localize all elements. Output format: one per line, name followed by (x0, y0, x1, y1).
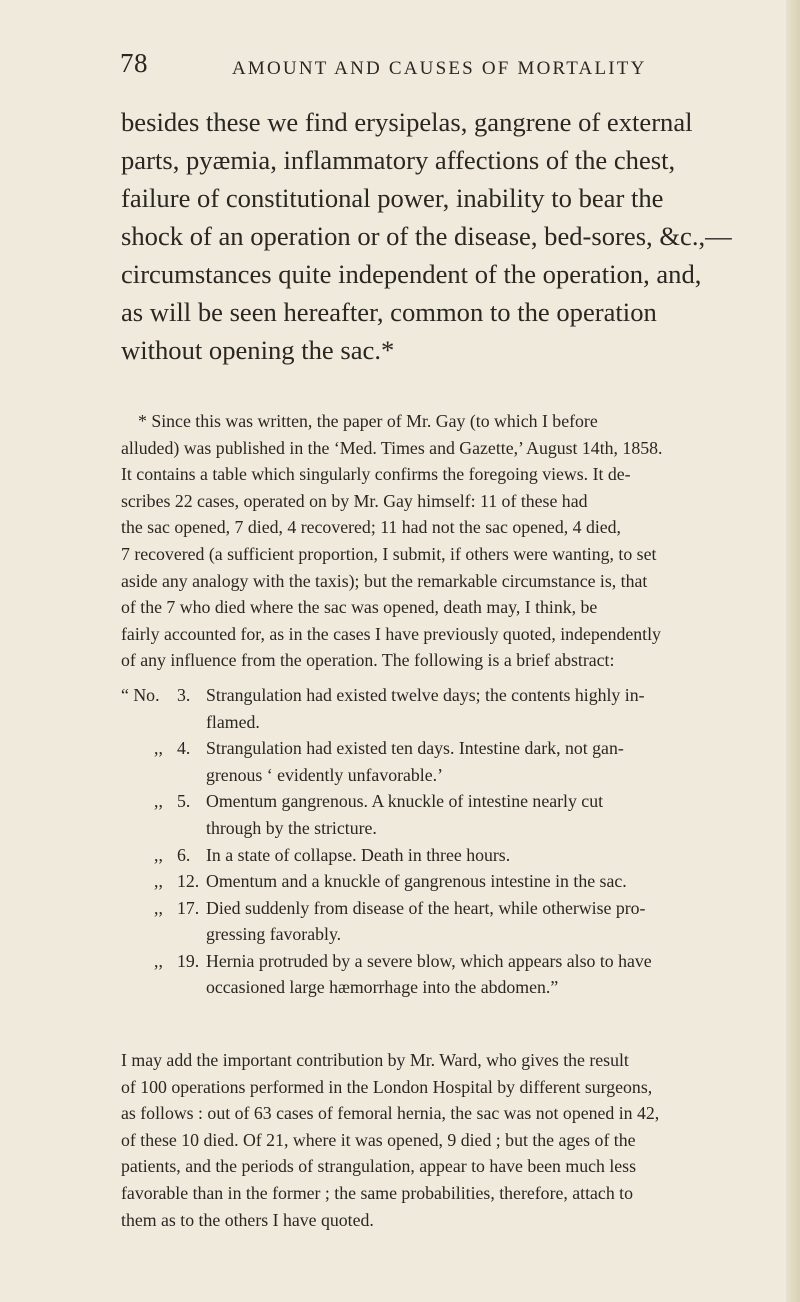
case-text: gressing favorably. (206, 924, 342, 945)
case-entry (121, 895, 786, 922)
closing-paragraph (121, 1047, 786, 1233)
footnote-line: scribes 22 cases, operated on by Mr. Gay himself: 11 of these had (121, 490, 588, 511)
case-marker: “ No. (121, 684, 160, 705)
case-number: 5. (177, 791, 191, 812)
case-text: through by the stricture. (206, 817, 377, 838)
case-entry (121, 842, 786, 869)
case-marker: ,, (154, 897, 163, 918)
footnote-line: of the 7 who died where the sac was opened, death may, I think, be (121, 597, 598, 618)
footnote-line: It contains a table which singularly confirms the foregoing views. It de- (121, 464, 631, 485)
case-text: Hernia protruded by a severe blow, which appears also to have (206, 950, 652, 971)
case-list (121, 682, 786, 1001)
closing-line: of these 10 died. Of 21, where it was opened, 9 died ; but the ages of the (121, 1129, 636, 1150)
case-text: flamed. (206, 711, 260, 732)
case-entry (121, 948, 786, 975)
case-text: Died suddenly from disease of the heart, while otherwise pro- (206, 897, 646, 918)
case-marker: ,, (154, 950, 163, 971)
case-marker: ,, (154, 791, 163, 812)
body-line: besides these we find erysipelas, gangrene of external (121, 107, 693, 137)
footnote-line: * Since this was written, the paper of Mr. Gay (to which I before (138, 411, 598, 431)
footnote-line: fairly accounted for, as in the cases I have previously quoted, independently (121, 623, 661, 644)
running-head: AMOUNT AND CAUSES OF MORTALITY (232, 58, 647, 79)
case-text: Omentum and a knuckle of gangrenous intestine in the sac. (206, 871, 627, 892)
body-line: circumstances quite independent of the operation, and, (121, 259, 702, 289)
closing-line: as follows : out of 63 cases of femoral hernia, the sac was not opened in 42, (121, 1103, 660, 1124)
case-number: 6. (177, 844, 191, 865)
body-line: as will be seen hereafter, common to the operation (121, 297, 657, 327)
closing-line: I may add the important contribution by Mr. Ward, who gives the result (121, 1050, 629, 1070)
closing-line: favorable than in the former ; the same probabilities, therefore, attach to (121, 1182, 633, 1203)
closing-line: of 100 operations performed in the London Hospital by different surgeons, (121, 1076, 653, 1097)
case-number: 12. (177, 871, 200, 892)
case-entry-continued (121, 815, 786, 842)
case-entry-continued (121, 974, 786, 1001)
page-edge (786, 0, 800, 1302)
footnote-line: 7 recovered (a sufficient proportion, I submit, if others were wanting, to set (121, 543, 657, 564)
case-marker: ,, (154, 844, 163, 865)
case-entry-continued (121, 762, 786, 789)
closing-line: them as to the others I have quoted. (121, 1209, 374, 1230)
body-line: failure of constitutional power, inability to bear the (121, 183, 664, 213)
case-text: Omentum gangrenous. A knuckle of intestine nearly cut (206, 791, 604, 812)
footnote (121, 408, 786, 1001)
case-entry-continued (121, 921, 786, 948)
case-marker: ,, (154, 738, 163, 759)
page-number: 78 (120, 48, 148, 78)
body-line: shock of an operation or of the disease, bed-sores, &c.,— (121, 221, 732, 251)
case-number: 4. (177, 738, 191, 759)
case-text: In a state of collapse. Death in three hours. (206, 844, 511, 865)
case-number: 19. (177, 950, 200, 971)
footnote-line: aside any analogy with the taxis); but the remarkable circumstance is, that (121, 570, 648, 591)
main-paragraph (121, 103, 786, 369)
footnote-line: the sac opened, 7 died, 4 recovered; 11 had not the sac opened, 4 died, (121, 517, 622, 538)
closing-line: patients, and the periods of strangulation, appear to have been much less (121, 1156, 637, 1177)
case-marker: ,, (154, 871, 163, 892)
body-line: without opening the sac.* (121, 335, 395, 365)
case-entry (121, 682, 786, 709)
case-number: 17. (177, 897, 200, 918)
case-entry (121, 868, 786, 895)
footnote-line: of any influence from the operation. The following is a brief abstract: (121, 650, 615, 671)
case-entry (121, 735, 786, 762)
page-header (0, 48, 800, 88)
body-line: parts, pyæmia, inflammatory affections of the chest, (121, 145, 676, 175)
case-number: 3. (177, 684, 191, 705)
case-text: Strangulation had existed ten days. Intestine dark, not gan- (206, 738, 624, 759)
case-entry (121, 788, 786, 815)
case-text: Strangulation had existed twelve days; the contents highly in- (206, 684, 645, 705)
case-entry-continued (121, 709, 786, 736)
case-text: occasioned large hæmorrhage into the abdomen.” (206, 977, 559, 998)
case-text: grenous ‘ evidently unfavorable.’ (206, 764, 443, 785)
footnote-line: alluded) was published in the ‘Med. Times and Gazette,’ August 14th, 1858. (121, 437, 663, 458)
